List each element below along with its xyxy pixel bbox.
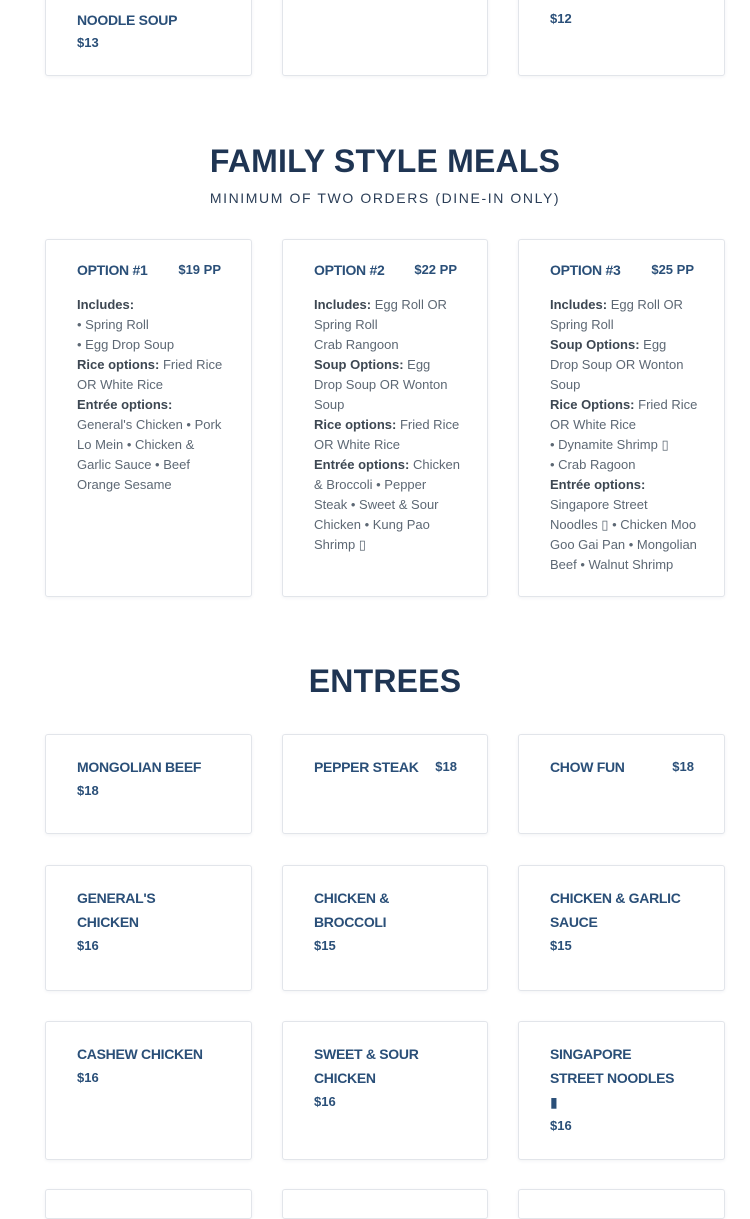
menu-card xyxy=(45,865,252,991)
item-name: SINGAPORE STREET NOODLES ▮ xyxy=(550,1046,675,1110)
menu-card xyxy=(518,734,725,834)
option-details xyxy=(77,295,225,495)
item-price: $16 xyxy=(77,1070,99,1085)
detail-line: Entrée options: General's Chicken • Pork Lo Mein • Chicken & Garlic Sauce • Beef Orange Sesame xyxy=(77,397,222,492)
item-price: $15 xyxy=(314,938,336,953)
menu-card-partial xyxy=(518,0,725,76)
menu-card xyxy=(518,865,725,991)
detail-line: Includes: Egg Roll OR Spring Roll xyxy=(314,297,447,332)
option-title: OPTION #1 xyxy=(77,262,148,278)
menu-card-noodle-soup xyxy=(45,0,252,76)
menu-card-partial xyxy=(518,1189,725,1219)
item-price: $16 xyxy=(77,938,99,953)
item-price: $15 xyxy=(550,938,572,953)
family-option-card xyxy=(45,239,252,597)
item-price: $18 xyxy=(77,783,99,798)
menu-card xyxy=(282,1021,488,1160)
section-subtitle: MINIMUM OF TWO ORDERS (DINE-IN ONLY) xyxy=(209,190,561,206)
item-name: NOODLE SOUP xyxy=(77,12,178,28)
item-name: PEPPER STEAK xyxy=(314,759,419,775)
detail-line: • Egg Drop Soup xyxy=(77,337,175,352)
detail-line: Rice options: Fried Rice OR White Rice xyxy=(314,417,460,452)
item-price: $12 xyxy=(550,11,572,26)
option-details xyxy=(550,295,698,575)
item-price: $16 xyxy=(550,1118,572,1133)
option-price: $25 PP xyxy=(651,262,694,277)
detail-line: • Dynamite Shrimp ▯ xyxy=(550,437,669,452)
item-name: CHICKEN & GARLIC SAUCE xyxy=(550,890,681,930)
detail-line: • Spring Roll xyxy=(77,317,149,332)
detail-line: Includes: Egg Roll OR Spring Roll xyxy=(550,297,683,332)
menu-card-partial xyxy=(282,1189,488,1219)
menu-card xyxy=(45,734,252,834)
item-price: $18 xyxy=(435,759,457,774)
detail-line: • Crab Ragoon xyxy=(550,457,636,472)
detail-line: Rice Options: Fried Rice OR White Rice xyxy=(550,397,698,432)
menu-card xyxy=(282,865,488,991)
menu-card-partial xyxy=(45,1189,252,1219)
menu-card xyxy=(45,1021,252,1160)
menu-card-partial xyxy=(282,0,488,76)
option-details xyxy=(314,295,462,555)
section-title-family-style: FAMILY STYLE MEALS xyxy=(209,143,561,179)
family-option-card xyxy=(518,239,725,597)
option-price: $22 PP xyxy=(414,262,457,277)
detail-line: Entrée options: Singapore Street Noodles ▯ • Chicken Moo Goo Gai Pan • Mongolian Beef • Walnut Shrimp xyxy=(550,477,697,572)
detail-line: Includes: xyxy=(77,297,135,312)
detail-line: Rice options: Fried Rice OR White Rice xyxy=(77,357,223,392)
menu-card xyxy=(282,734,488,834)
item-name: GENERAL'S CHICKEN xyxy=(77,890,156,930)
detail-line: Crab Rangoon xyxy=(314,337,399,352)
section-title-entrees: ENTREES xyxy=(308,663,462,699)
item-price: $18 xyxy=(672,759,694,774)
item-name: SWEET & SOUR CHICKEN xyxy=(314,1046,419,1086)
option-title: OPTION #3 xyxy=(550,262,621,278)
item-name: MONGOLIAN BEEF xyxy=(77,759,202,775)
option-title: OPTION #2 xyxy=(314,262,385,278)
family-option-card xyxy=(282,239,488,597)
detail-line: Soup Options: Egg Drop Soup OR Wonton Soup xyxy=(550,337,684,392)
item-name: CASHEW CHICKEN xyxy=(77,1046,203,1062)
menu-card xyxy=(518,1021,725,1160)
item-name: CHICKEN & BROCCOLI xyxy=(314,890,390,930)
item-name: CHOW FUN xyxy=(550,759,625,775)
detail-line: Soup Options: Egg Drop Soup OR Wonton Soup xyxy=(314,357,448,412)
item-price: $16 xyxy=(314,1094,336,1109)
detail-line: Entrée options: Chicken & Broccoli • Pepper Steak • Sweet & Sour Chicken • Kung Pao Shrimp ▯ xyxy=(314,457,460,552)
option-price: $19 PP xyxy=(178,262,221,277)
item-price: $13 xyxy=(77,35,99,50)
